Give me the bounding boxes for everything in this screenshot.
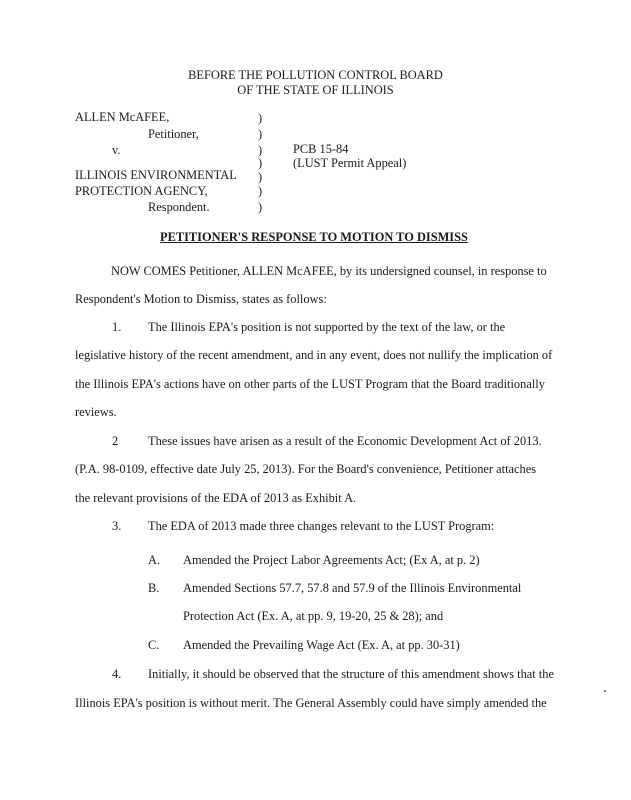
paragraph-number: 3. (112, 519, 122, 533)
paragraph-number: 2 (112, 434, 119, 448)
paragraph-line: The EDA of 2013 made three changes relevant to the LUST Program: (148, 519, 495, 533)
scan-speck (604, 690, 606, 692)
petitioner-role: Petitioner, (148, 127, 199, 141)
court-name: BEFORE THE POLLUTION CONTROL BOARD (188, 68, 443, 82)
paragraph-line: the Illinois EPA's actions have on other parts of the LUST Program that the Board traditionally (75, 377, 545, 391)
caption-paren: ) (258, 170, 263, 184)
paragraph-line: Illinois EPA's position is without merit. The General Assembly could have simply amended the (75, 696, 547, 710)
caption-paren: ) (258, 143, 263, 157)
paragraph-line: reviews. (75, 405, 117, 419)
paragraph-line: (P.A. 98-0109, effective date July 25, 2013). For the Board's convenience, Petitioner attaches (75, 462, 537, 476)
paragraph-number: 4. (112, 667, 122, 681)
paragraph-line: These issues have arisen as a result of the Economic Development Act of 2013. (148, 434, 542, 448)
respondent-name-line2: PROTECTION AGENCY, (75, 184, 208, 198)
paragraph-line: the relevant provisions of the EDA of 2013 as Exhibit A. (75, 491, 357, 505)
caption-paren: ) (258, 111, 263, 125)
paragraph-line: Initially, it should be observed that the structure of this amendment shows that the (148, 667, 554, 681)
case-type: (LUST Permit Appeal) (293, 156, 407, 170)
list-letter: B. (148, 581, 160, 595)
intro-line1: NOW COMES Petitioner, ALLEN McAFEE, by its undersigned counsel, in response to (111, 264, 547, 278)
list-letter: A. (148, 553, 161, 567)
caption-paren: ) (258, 127, 263, 141)
court-jurisdiction: OF THE STATE OF ILLINOIS (237, 83, 394, 97)
paragraph-line: legislative history of the recent amendment, and in any event, does not nullify the implication of (75, 348, 553, 362)
caption-paren: ) (258, 184, 263, 198)
caption-paren: ) (258, 156, 263, 170)
list-line: Amended the Project Labor Agreements Act; (Ex A, at p. 2) (183, 553, 480, 567)
document-title: PETITIONER'S RESPONSE TO MOTION TO DISMISS (160, 230, 468, 244)
petitioner-name: ALLEN McAFEE, (75, 110, 170, 124)
intro-line2: Respondent's Motion to Dismiss, states as follows: (75, 292, 327, 306)
paragraph-number: 1. (112, 320, 122, 334)
list-line: Amended the Prevailing Wage Act (Ex. A, at pp. 30-31) (183, 638, 460, 652)
case-number: PCB 15-84 (293, 142, 349, 156)
caption-paren: ) (258, 200, 263, 214)
paragraph-line: The Illinois EPA's position is not supported by the text of the law, or the (148, 320, 506, 334)
respondent-role: Respondent. (148, 200, 210, 214)
respondent-name-line1: ILLINOIS ENVIRONMENTAL (75, 168, 237, 182)
list-letter: C. (148, 638, 160, 652)
list-line: Amended Sections 57.7, 57.8 and 57.9 of the Illinois Environmental (183, 581, 522, 595)
list-line: Protection Act (Ex. A, at pp. 9, 19-20, 25 & 28); and (183, 609, 444, 623)
versus: v. (112, 143, 121, 157)
